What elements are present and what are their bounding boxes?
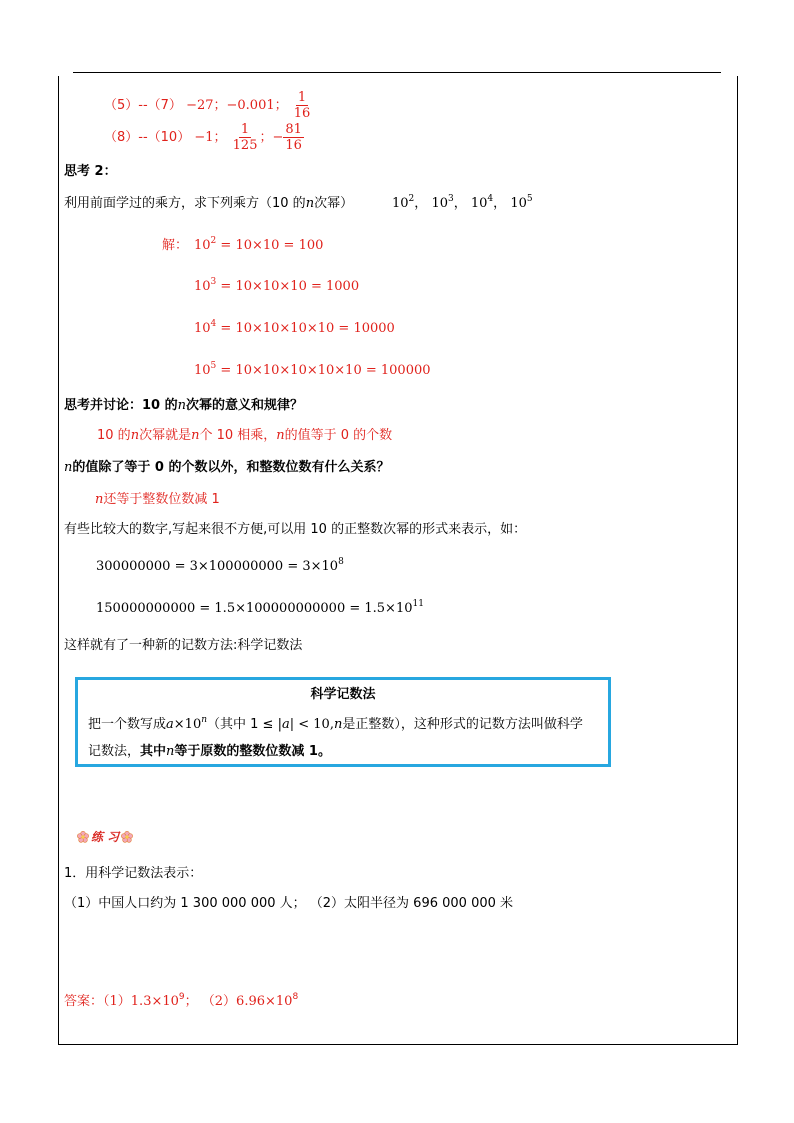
think2-prompt: 利用前面学过的乘方，求下列乘方（10 的n次幂） [64, 196, 354, 211]
powers-list: $10^2$， $10^3$， $10^4$， $10^5$ [392, 194, 533, 211]
solution-line: $10^2 = 10\times 10 = 100$ [194, 236, 324, 253]
intro-conclusion: 这样就有了一种新的记数方法:科学记数法 [64, 638, 303, 653]
header-rule [73, 72, 721, 73]
think2-title: 思考 2： [64, 164, 117, 179]
fraction: $\frac{1}{125}$ [232, 122, 258, 153]
practice-question-parts: （1）中国人口约为 1 300 000 000 人； （2）太阳半径为 696 000 000 米 [64, 896, 514, 911]
discuss-answer-2: n还等于整数位数减 1 [95, 492, 220, 507]
fraction: $\frac{1}{16}$ [293, 90, 311, 121]
flower-icon [77, 831, 89, 843]
answer-line-5-7: （5）--（7） −27；−0.001； $\frac{1}{16}$ [104, 90, 311, 121]
solution-line: $10^5 = 10\times 10\times 10\times 10\times 10 = 100000$ [194, 361, 431, 378]
practice-header [77, 828, 133, 845]
flower-icon [121, 831, 133, 843]
definition-line-2: 记数法，其中n等于原数的整数位数减 1。 [88, 744, 331, 759]
solution-line: $10^4 = 10\times 10\times 10\times 10 = 10000$ [194, 319, 395, 336]
intro-text: 有些比较大的数字,写起来很不方便,可以用 10 的正整数次幂的形式来表示，如： [64, 522, 527, 537]
discuss-question-2: n的值除了等于 0 的个数以外，和整数位数有什么关系？ [64, 460, 390, 475]
practice-label: 练 习 [91, 830, 120, 844]
discuss-answer-1: 10 的n次幂就是n个 10 相乘，n的值等于 0 的个数 [97, 428, 393, 443]
definition-title: 科学记数法 [310, 687, 376, 702]
example-2: $150000000000 = 1.5\times 100000000000 = 1.5\times 10^{11}$ [96, 599, 424, 616]
fraction: $\frac{81}{16}$ [285, 122, 302, 153]
answer-line-8-10: （8）--（10） −1； $\frac{1}{125}$ ；− $\frac{81}{16}$ [104, 122, 302, 153]
solution-line: $10^3 = 10\times 10\times 10 = 1000$ [194, 277, 360, 294]
solution-label: 解： [162, 238, 189, 253]
discuss-question-1: 思考并讨论：10 的n次幂的意义和规律？ [64, 398, 304, 413]
definition-box [75, 677, 611, 767]
practice-question-1: 1．用科学记数法表示： [64, 866, 203, 881]
example-1: $300000000 = 3\times 100000000 = 3\times 10^8$ [96, 557, 344, 574]
definition-line-1: 把一个数写成$a\times 10^n$（其中 1 ≤ |a| < 10,n是正整数），这种形式的记数方法叫做科学 [88, 715, 583, 732]
practice-answer: 答案：$(1)1.3\times 10^9$； $(2)6.96\times 10^8$ [64, 992, 299, 1009]
